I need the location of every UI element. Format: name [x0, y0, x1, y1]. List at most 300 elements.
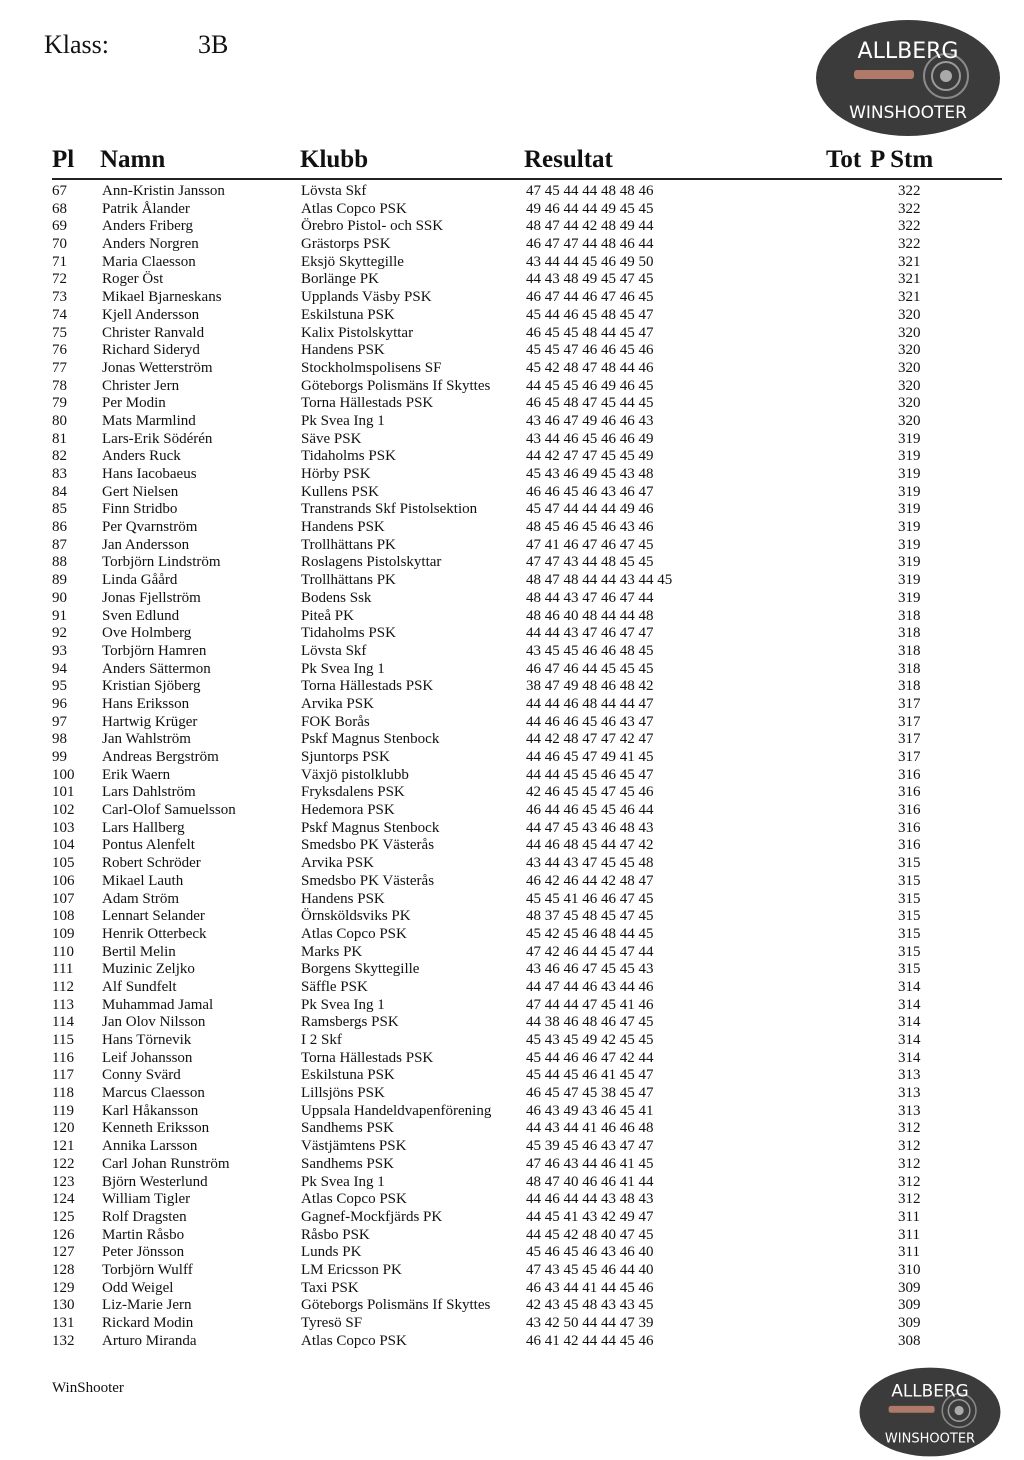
row-namn: Torbjörn Hamren — [102, 642, 207, 659]
row-resultat: 45 43 46 49 45 43 48 — [526, 466, 654, 482]
table-row — [0, 201, 1024, 219]
row-pstm: 314 — [898, 1014, 921, 1031]
row-pstm: 312 — [898, 1138, 921, 1155]
row-pl: 71 — [52, 253, 67, 270]
row-namn: Leif Johansson — [102, 1049, 193, 1066]
row-resultat: 46 47 46 44 45 45 45 — [526, 660, 654, 677]
row-klubb: Pk Svea Ing 1 — [301, 660, 385, 677]
table-row — [0, 997, 1024, 1015]
row-klubb: Pk Svea Ing 1 — [301, 996, 385, 1013]
row-pl: 127 — [52, 1244, 75, 1261]
row-namn: Per Qvarnström — [102, 519, 198, 536]
table-row — [0, 661, 1024, 679]
row-klubb: Hedemora PSK — [301, 802, 395, 819]
row-resultat: 44 47 45 43 46 48 43 — [526, 819, 654, 836]
klass-value: 3B — [198, 30, 229, 59]
table-row — [0, 678, 1024, 696]
row-namn: Björn Westerlund — [102, 1173, 208, 1190]
row-pstm: 313 — [898, 1102, 921, 1119]
row-namn: Rolf Dragsten — [102, 1208, 187, 1225]
row-namn: Rickard Modin — [102, 1315, 194, 1331]
row-pstm: 314 — [898, 978, 921, 995]
table-row — [0, 554, 1024, 572]
table-row — [0, 908, 1024, 926]
row-pl: 132 — [52, 1332, 75, 1349]
row-pl: 119 — [52, 1102, 74, 1119]
table-row — [0, 820, 1024, 838]
table-row — [0, 873, 1024, 891]
row-pstm: 315 — [898, 890, 921, 907]
row-resultat: 45 43 45 49 42 45 45 — [526, 1032, 654, 1048]
row-pl: 124 — [52, 1191, 75, 1208]
row-namn: Jonas Fjellström — [102, 589, 201, 606]
row-klubb: Handens PSK — [301, 342, 385, 359]
row-pstm: 315 — [898, 908, 921, 925]
row-pl: 90 — [52, 589, 67, 606]
row-namn: Jan Olov Nilsson — [102, 1014, 206, 1031]
row-pstm: 322 — [898, 218, 921, 235]
table-row — [0, 360, 1024, 378]
table-row — [0, 1174, 1024, 1192]
table-row — [0, 218, 1024, 236]
row-pstm: 312 — [898, 1155, 921, 1172]
row-klubb: Örebro Pistol- och SSK — [301, 218, 444, 235]
table-row — [0, 537, 1024, 555]
row-namn: Lennart Selander — [102, 908, 205, 925]
row-resultat: 47 44 44 47 45 41 46 — [526, 996, 654, 1013]
row-resultat: 48 47 40 46 46 41 44 — [526, 1173, 654, 1190]
table-row — [0, 608, 1024, 626]
row-klubb: Bodens Ssk — [301, 589, 372, 606]
row-klubb: Torna Hällestads PSK — [301, 1049, 434, 1066]
row-pstm: 318 — [898, 625, 921, 642]
row-klubb: Atlas Copco PSK — [301, 1191, 407, 1208]
row-pl: 78 — [52, 377, 67, 394]
table-row — [0, 271, 1024, 289]
row-pstm: 309 — [898, 1279, 921, 1296]
row-pstm: 315 — [898, 961, 921, 978]
table-row — [0, 484, 1024, 502]
row-resultat: 49 46 44 44 49 45 45 — [526, 200, 654, 217]
row-namn: Jonas Wetterström — [102, 359, 213, 376]
row-namn: William Tigler — [102, 1191, 191, 1208]
table-row — [0, 1315, 1024, 1333]
row-pl: 73 — [52, 289, 67, 306]
row-namn: Jan Andersson — [102, 536, 190, 553]
row-pl: 95 — [52, 678, 67, 695]
table-row — [0, 1014, 1024, 1032]
row-pl: 80 — [52, 412, 67, 429]
table-row — [0, 183, 1024, 201]
col-klubb: Klubb — [300, 146, 369, 173]
row-namn: Hans Törnevik — [102, 1032, 192, 1048]
row-pstm: 308 — [898, 1332, 921, 1349]
row-pl: 114 — [52, 1014, 74, 1031]
row-resultat: 45 45 47 46 46 45 46 — [526, 342, 654, 359]
table-row — [0, 325, 1024, 343]
row-klubb: Stockholmspolisens SF — [301, 359, 442, 376]
row-resultat: 46 47 44 46 47 46 45 — [526, 289, 654, 306]
row-resultat: 46 45 45 48 44 45 47 — [526, 324, 654, 341]
row-pstm: 316 — [898, 819, 921, 836]
table-row — [0, 784, 1024, 802]
row-klubb: Marks PK — [301, 943, 363, 960]
row-pstm: 319 — [898, 572, 921, 589]
row-resultat: 43 44 43 47 45 45 48 — [526, 855, 654, 872]
row-klubb: Kalix Pistolskyttar — [301, 324, 414, 341]
row-pl: 72 — [52, 271, 67, 288]
row-namn: Henrik Otterbeck — [102, 925, 207, 942]
table-row — [0, 236, 1024, 254]
row-namn: Annika Larsson — [102, 1138, 198, 1155]
row-pl: 105 — [52, 855, 75, 872]
row-namn: Robert Schröder — [102, 855, 201, 872]
table-row — [0, 855, 1024, 873]
row-namn: Jan Wahlström — [102, 731, 191, 748]
table-row — [0, 1262, 1024, 1280]
allberg-winshooter-logo-footer — [858, 1366, 1002, 1458]
table-row — [0, 731, 1024, 749]
row-namn: Kenneth Eriksson — [102, 1120, 210, 1137]
row-resultat: 43 46 47 49 46 46 43 — [526, 412, 654, 429]
row-klubb: Torna Hällestads PSK — [301, 395, 434, 412]
row-resultat: 47 43 45 45 46 44 40 — [526, 1261, 654, 1278]
table-row — [0, 519, 1024, 537]
table-row — [0, 413, 1024, 431]
row-klubb: Kullens PSK — [301, 483, 379, 500]
row-pl: 121 — [52, 1138, 75, 1155]
row-resultat: 44 46 44 44 43 48 43 — [526, 1191, 654, 1208]
row-pl: 92 — [52, 625, 67, 642]
row-pl: 129 — [52, 1279, 75, 1296]
row-pl: 115 — [52, 1032, 74, 1048]
row-klubb: Säffle PSK — [301, 978, 368, 995]
row-resultat: 45 44 46 45 48 45 47 — [526, 306, 654, 323]
row-klubb: Eksjö Skyttegille — [301, 253, 404, 270]
row-resultat: 46 43 49 43 46 45 41 — [526, 1102, 654, 1119]
row-klubb: Göteborgs Polismäns If Skyttes — [301, 1297, 491, 1314]
row-namn: Hartwig Krüger — [102, 713, 198, 730]
row-pl: 99 — [52, 749, 67, 765]
row-resultat: 43 44 44 45 46 49 50 — [526, 253, 654, 270]
row-pstm: 315 — [898, 855, 921, 872]
row-pl: 100 — [52, 766, 75, 783]
row-namn: Kjell Andersson — [102, 306, 200, 323]
row-klubb: Taxi PSK — [301, 1279, 359, 1296]
row-pstm: 316 — [898, 837, 921, 854]
row-pstm: 318 — [898, 678, 921, 695]
row-resultat: 43 45 45 46 46 48 45 — [526, 642, 654, 659]
table-row — [0, 837, 1024, 855]
row-klubb: Sandhems PSK — [301, 1155, 394, 1172]
row-pstm: 309 — [898, 1315, 921, 1331]
row-klubb: Ramsbergs PSK — [301, 1014, 399, 1031]
row-pl: 126 — [52, 1226, 75, 1243]
row-pl: 120 — [52, 1120, 75, 1137]
row-pl: 97 — [52, 713, 67, 730]
row-resultat: 38 47 49 48 46 48 42 — [526, 678, 654, 695]
table-row — [0, 342, 1024, 360]
row-pstm: 322 — [898, 200, 921, 217]
row-namn: Ann-Kristin Jansson — [102, 183, 225, 199]
table-row — [0, 1333, 1024, 1351]
row-pl: 70 — [52, 236, 67, 253]
row-pstm: 322 — [898, 236, 921, 253]
table-row — [0, 891, 1024, 909]
row-pl: 76 — [52, 342, 67, 359]
row-klubb: Gagnef-Mockfjärds PK — [301, 1208, 443, 1225]
row-resultat: 47 41 46 47 46 47 45 — [526, 536, 654, 553]
table-row — [0, 590, 1024, 608]
row-pl: 110 — [52, 943, 74, 960]
row-resultat: 44 43 44 41 46 46 48 — [526, 1120, 654, 1137]
row-klubb: Smedsbo PK Västerås — [301, 872, 435, 889]
table-row — [0, 378, 1024, 396]
row-resultat: 44 42 47 47 45 45 49 — [526, 448, 654, 465]
row-resultat: 48 37 45 48 45 47 45 — [526, 908, 654, 925]
row-namn: Conny Svärd — [102, 1067, 181, 1084]
row-namn: Pontus Alenfelt — [102, 837, 195, 854]
row-klubb: Arvika PSK — [301, 855, 374, 872]
table-row — [0, 431, 1024, 449]
row-klubb: Fryksdalens PSK — [301, 784, 405, 801]
row-klubb: Hörby PSK — [301, 466, 371, 482]
row-namn: Karl Håkansson — [102, 1102, 199, 1119]
row-resultat: 45 42 45 46 48 44 45 — [526, 925, 654, 942]
row-pstm: 315 — [898, 943, 921, 960]
row-pstm: 317 — [898, 731, 921, 748]
row-pl: 116 — [52, 1049, 74, 1066]
row-namn: Carl Johan Runström — [102, 1155, 230, 1172]
row-klubb: Tidaholms PSK — [301, 625, 396, 642]
row-klubb: Handens PSK — [301, 519, 385, 536]
col-pl: Pl — [52, 146, 75, 173]
table-row — [0, 643, 1024, 661]
row-pl: 123 — [52, 1173, 75, 1190]
row-pl: 118 — [52, 1085, 74, 1102]
row-pl: 69 — [52, 218, 67, 235]
row-namn: Lars Dahlström — [102, 784, 196, 801]
row-pstm: 316 — [898, 766, 921, 783]
row-resultat: 46 47 47 44 48 46 44 — [526, 236, 654, 253]
row-namn: Lars Hallberg — [102, 819, 185, 836]
row-pstm: 317 — [898, 713, 921, 730]
row-resultat: 45 39 45 46 43 47 47 — [526, 1138, 654, 1155]
table-row — [0, 1209, 1024, 1227]
col-pstm: P Stm — [870, 146, 934, 173]
row-klubb: FOK Borås — [301, 713, 370, 730]
row-pstm: 318 — [898, 642, 921, 659]
row-namn: Liz-Marie Jern — [102, 1297, 192, 1314]
row-pstm: 314 — [898, 996, 921, 1013]
row-resultat: 46 45 48 47 45 44 45 — [526, 395, 654, 412]
table-row — [0, 448, 1024, 466]
row-pstm: 313 — [898, 1085, 921, 1102]
row-resultat: 48 47 48 44 44 43 44 45 — [526, 572, 673, 589]
logo-top-line1: ALLBERG — [857, 39, 959, 64]
row-pl: 112 — [52, 978, 74, 995]
row-pstm: 316 — [898, 784, 921, 801]
row-namn: Patrik Ålander — [102, 200, 190, 217]
table-row — [0, 1138, 1024, 1156]
row-namn: Sven Edlund — [102, 607, 180, 624]
row-pstm: 312 — [898, 1120, 921, 1137]
table-row — [0, 696, 1024, 714]
row-klubb: Pk Svea Ing 1 — [301, 412, 385, 429]
row-resultat: 44 44 45 45 46 45 47 — [526, 766, 654, 783]
row-resultat: 44 43 48 49 45 47 45 — [526, 271, 654, 288]
row-resultat: 45 44 45 46 41 45 47 — [526, 1067, 654, 1084]
row-pl: 93 — [52, 642, 67, 659]
row-pl: 102 — [52, 802, 75, 819]
row-klubb: LM Ericsson PK — [301, 1261, 402, 1278]
row-namn: Christer Jern — [102, 377, 180, 394]
row-pstm: 319 — [898, 554, 921, 571]
row-namn: Ove Holmberg — [102, 625, 192, 642]
row-pstm: 321 — [898, 271, 921, 288]
row-resultat: 48 46 40 48 44 44 48 — [526, 607, 654, 624]
row-klubb: Uppsala Handeldvapenförening — [301, 1102, 492, 1119]
row-pstm: 310 — [898, 1261, 921, 1278]
row-pl: 91 — [52, 607, 67, 624]
row-namn: Torbjörn Wulff — [102, 1261, 193, 1278]
row-resultat: 45 45 41 46 46 47 45 — [526, 890, 654, 907]
row-klubb: Handens PSK — [301, 890, 385, 907]
row-pstm: 319 — [898, 519, 921, 536]
row-namn: Bertil Melin — [102, 943, 176, 960]
row-klubb: Lövsta Skf — [301, 183, 367, 199]
row-pl: 96 — [52, 695, 67, 712]
row-resultat: 46 42 46 44 42 48 47 — [526, 872, 654, 889]
row-resultat: 44 46 46 45 46 43 47 — [526, 713, 654, 730]
row-pl: 83 — [52, 466, 67, 482]
table-row — [0, 714, 1024, 732]
row-resultat: 47 42 46 44 45 47 44 — [526, 943, 654, 960]
row-namn: Anders Norgren — [102, 236, 199, 253]
row-klubb: Roslagens Pistolskyttar — [301, 554, 442, 571]
row-resultat: 42 43 45 48 43 43 45 — [526, 1297, 654, 1314]
row-pl: 108 — [52, 908, 75, 925]
row-pl: 111 — [52, 961, 74, 978]
row-pl: 122 — [52, 1155, 75, 1172]
row-klubb: Örnsköldsviks PK — [301, 908, 411, 925]
table-row — [0, 1244, 1024, 1262]
row-namn: Christer Ranvald — [102, 324, 205, 341]
row-pl: 117 — [52, 1067, 74, 1084]
row-resultat: 44 47 44 46 43 44 46 — [526, 978, 654, 995]
row-resultat: 47 45 44 44 48 48 46 — [526, 183, 654, 199]
row-klubb: Eskilstuna PSK — [301, 1067, 395, 1084]
results-table — [0, 183, 1024, 1350]
logo-top-line2: WINSHOOTER — [849, 103, 967, 123]
table-row — [0, 1120, 1024, 1138]
row-klubb: Göteborgs Polismäns If Skyttes — [301, 377, 491, 394]
table-row — [0, 926, 1024, 944]
row-pl: 89 — [52, 572, 67, 589]
row-pl: 84 — [52, 483, 67, 500]
row-pstm: 319 — [898, 536, 921, 553]
row-namn: Torbjörn Lindström — [102, 554, 221, 571]
row-pl: 128 — [52, 1261, 75, 1278]
row-pl: 98 — [52, 731, 67, 748]
row-resultat: 44 38 46 48 46 47 45 — [526, 1014, 654, 1031]
row-klubb: Atlas Copco PSK — [301, 200, 407, 217]
row-pstm: 321 — [898, 289, 921, 306]
row-namn: Muzinic Zeljko — [102, 961, 195, 978]
row-pstm: 311 — [898, 1208, 920, 1225]
row-klubb: Säve PSK — [301, 430, 362, 447]
row-klubb: Lövsta Skf — [301, 642, 367, 659]
allberg-winshooter-logo — [814, 18, 1002, 138]
row-namn: Mikael Bjarneskans — [102, 289, 222, 306]
row-klubb: Borlänge PK — [301, 271, 379, 288]
row-resultat: 46 41 42 44 44 45 46 — [526, 1332, 654, 1349]
row-pstm: 321 — [898, 253, 921, 270]
table-row — [0, 961, 1024, 979]
table-row — [0, 1156, 1024, 1174]
table-row — [0, 1227, 1024, 1245]
row-resultat: 44 42 48 47 47 42 47 — [526, 731, 654, 748]
logo-bottom-line2: WINSHOOTER — [884, 1431, 976, 1447]
row-namn: Roger Öst — [102, 271, 164, 288]
row-klubb: Sandhems PSK — [301, 1120, 394, 1137]
row-resultat: 45 46 45 46 43 46 40 — [526, 1244, 654, 1261]
row-pstm: 319 — [898, 483, 921, 500]
row-klubb: Trollhättans PK — [301, 536, 396, 553]
table-row — [0, 395, 1024, 413]
row-klubb: Lillsjöns PSK — [301, 1085, 385, 1102]
table-row — [0, 466, 1024, 484]
row-klubb: Smedsbo PK Västerås — [301, 837, 435, 854]
row-resultat: 46 43 44 41 44 45 46 — [526, 1279, 654, 1296]
row-klubb: Västjämtens PSK — [301, 1138, 407, 1155]
row-pstm: 311 — [898, 1244, 920, 1261]
logo-bottom-line1: ALLBERG — [891, 1380, 969, 1401]
row-pstm: 320 — [898, 359, 921, 376]
table-row — [0, 254, 1024, 272]
col-resultat: Resultat — [524, 146, 613, 173]
header-rule — [52, 178, 1002, 180]
row-namn: Mikael Lauth — [102, 872, 184, 889]
row-pl: 125 — [52, 1208, 75, 1225]
row-namn: Odd Weigel — [102, 1279, 174, 1296]
row-pl: 86 — [52, 519, 67, 536]
row-pstm: 320 — [898, 395, 921, 412]
row-pstm: 320 — [898, 412, 921, 429]
row-klubb: I 2 Skf — [301, 1032, 342, 1048]
row-klubb: Piteå PK — [301, 607, 354, 624]
row-pstm: 319 — [898, 430, 921, 447]
row-klubb: Trollhättans PK — [301, 572, 396, 589]
row-pl: 104 — [52, 837, 75, 854]
table-row — [0, 1085, 1024, 1103]
klass-label: Klass: — [44, 30, 109, 59]
footer-text: WinShooter — [52, 1380, 124, 1396]
row-namn: Andreas Bergström — [102, 749, 219, 765]
row-pl: 130 — [52, 1297, 75, 1314]
row-namn: Carl-Olof Samuelsson — [102, 802, 236, 819]
row-namn: Anders Ruck — [102, 448, 181, 465]
row-namn: Peter Jönsson — [102, 1244, 185, 1261]
row-klubb: Arvika PSK — [301, 695, 374, 712]
row-resultat: 47 47 43 44 48 45 45 — [526, 554, 654, 571]
row-pl: 88 — [52, 554, 67, 571]
row-pstm: 312 — [898, 1191, 921, 1208]
table-row — [0, 1297, 1024, 1315]
row-pl: 79 — [52, 395, 67, 412]
row-klubb: Pskf Magnus Stenbock — [301, 819, 440, 836]
table-row — [0, 1103, 1024, 1121]
